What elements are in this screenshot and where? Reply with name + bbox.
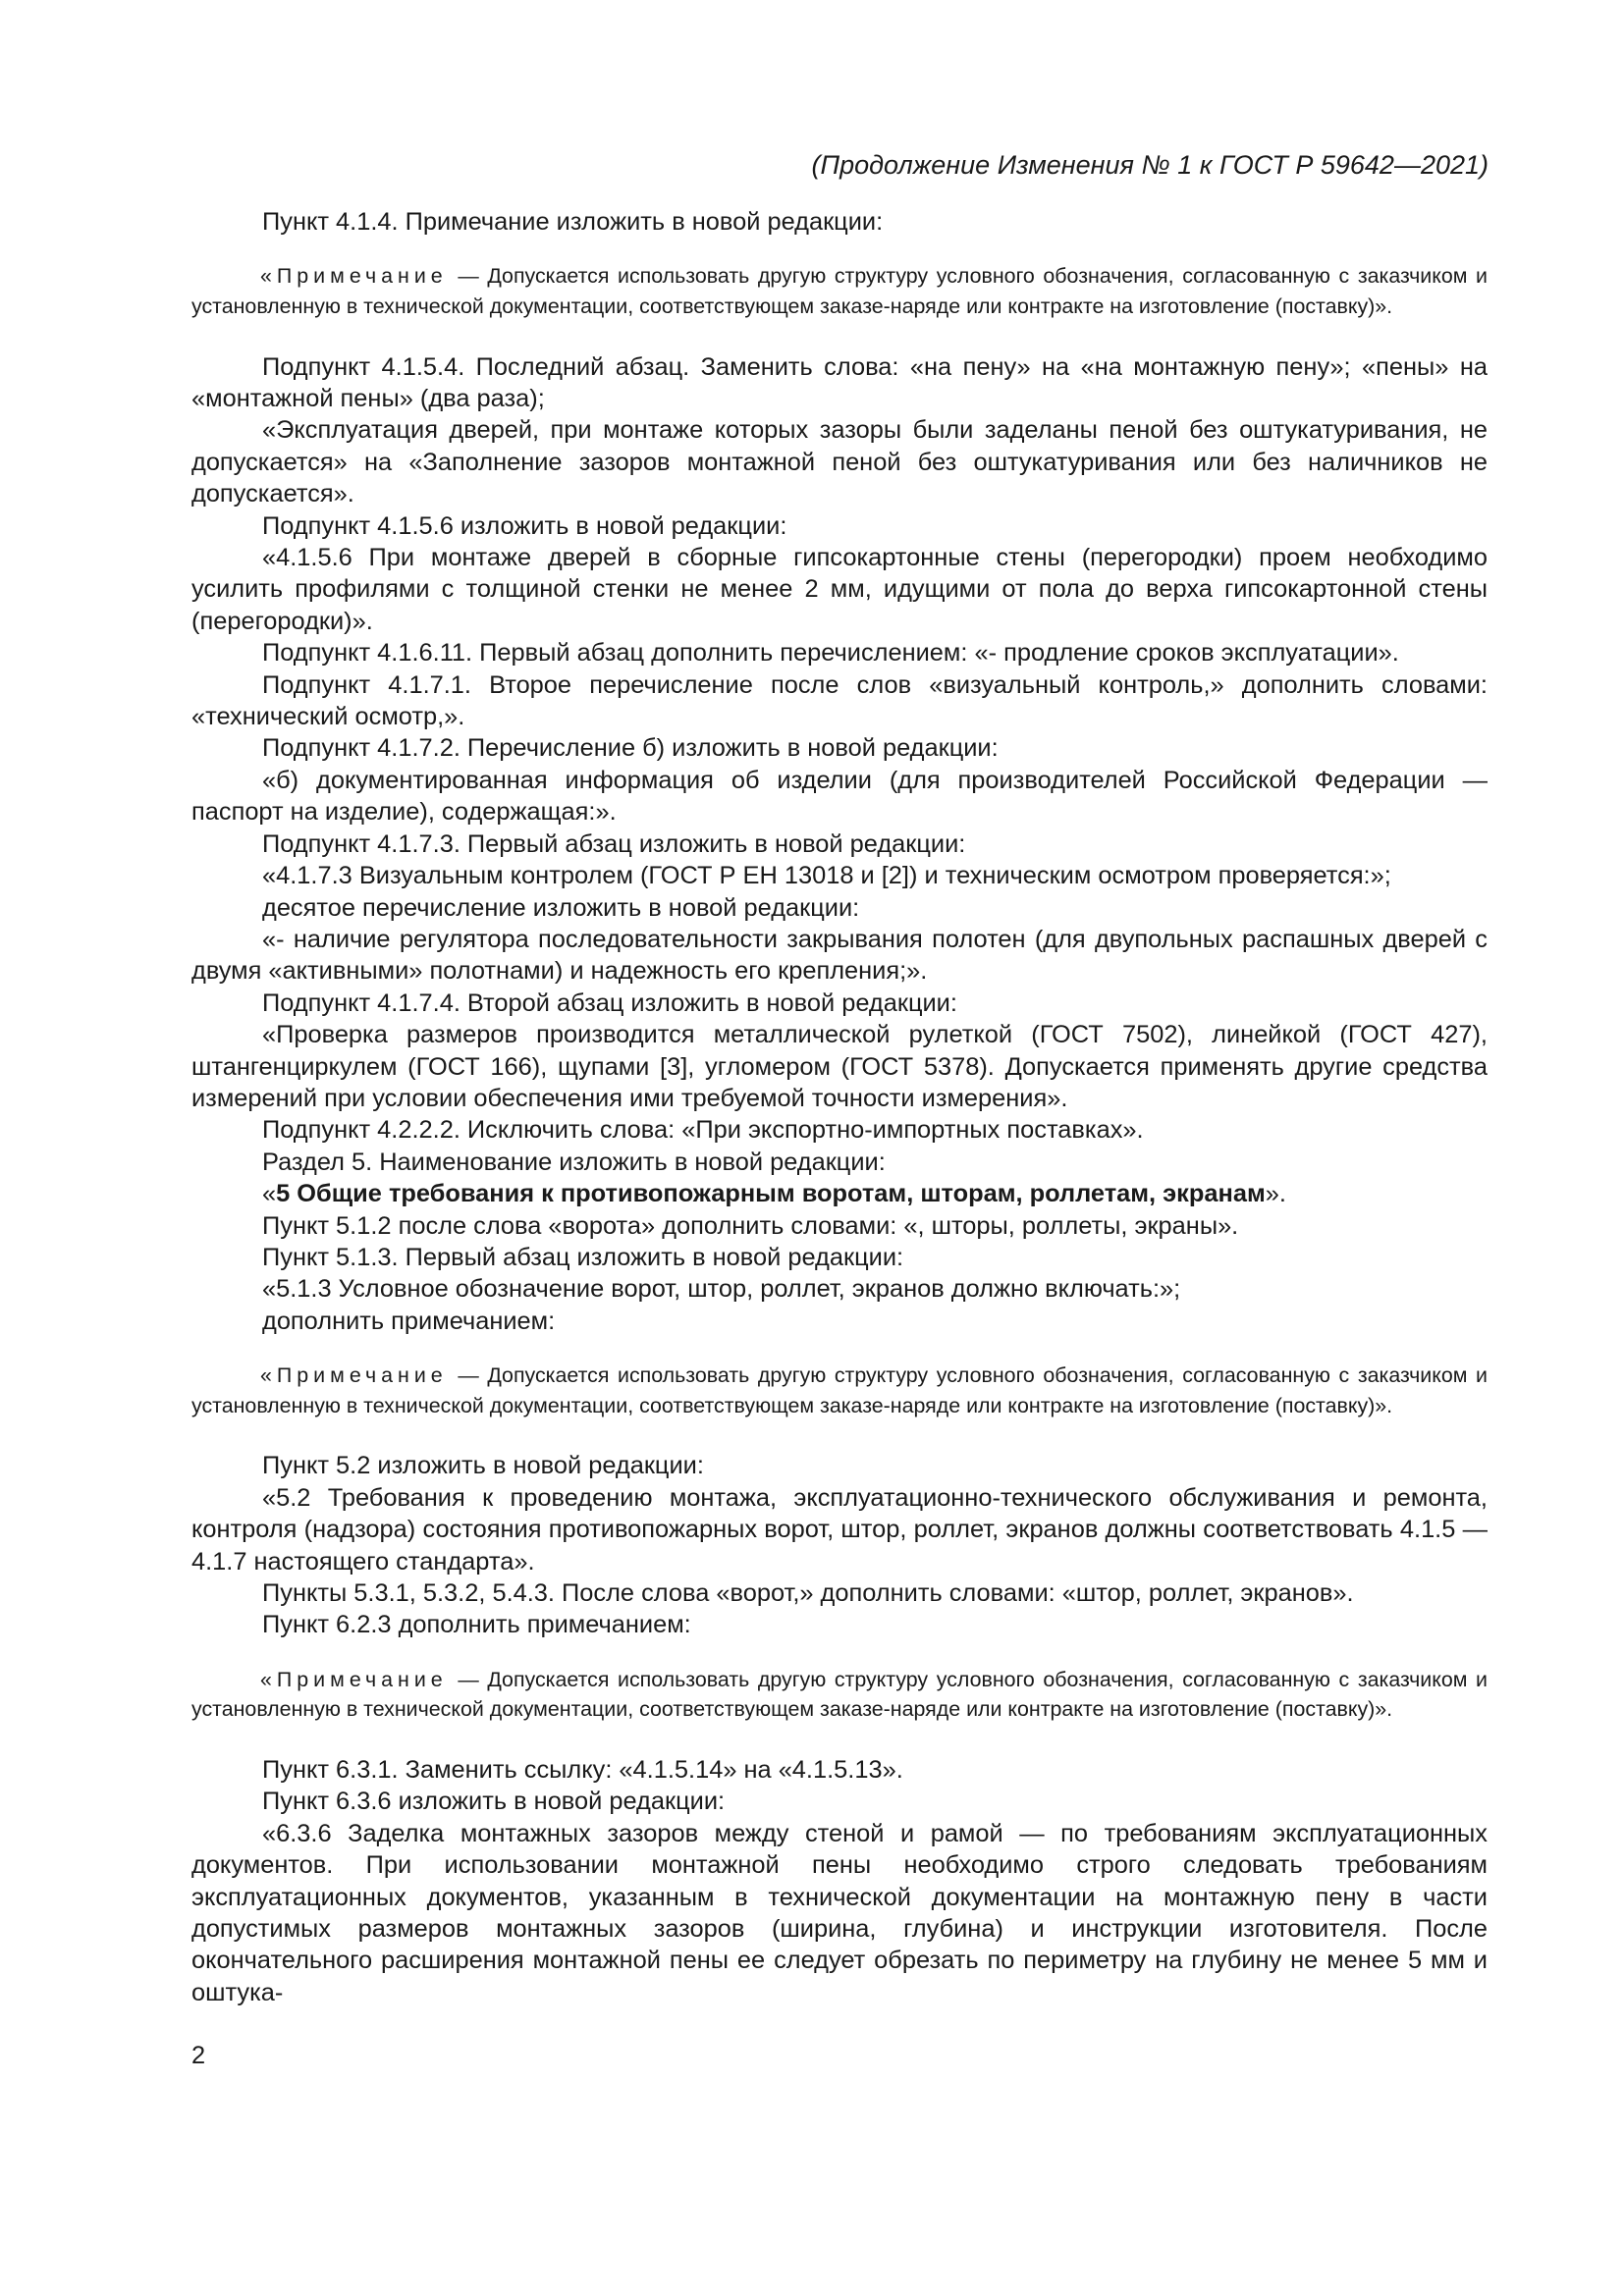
paragraph: «4.1.5.6 При монтаже дверей в сборные гипсокартонные стены (перегородки) проем необходимо усилить профилями с толщиной стенки не менее 2 мм, идущими от пола до верха гипсокартонной стены (перегородки)». — [191, 544, 1488, 635]
paragraph: «Проверка размеров производится металлической рулеткой (ГОСТ 7502), линейкой (ГОСТ 427), штангенциркулем (ГОСТ 166), щупами [3], угломером (ГОСТ 5378). Допускается применять другие средства измерений при условии обеспечения ими требуемой точности измерения». — [191, 1021, 1488, 1112]
paragraph: Подпункт 4.1.7.4. Второй абзац изложить в новой редакции: — [262, 988, 957, 1017]
note-label: «Примечание — [260, 1363, 448, 1388]
note-text: — Допускается использовать другую структуру условного обозначения, согласованную с заказчиком и установленную в технической документации, соответствующем заказе-наряде или контракте на изготовление (поставку)». — [191, 264, 1488, 318]
paragraph: Пункт 5.1.2 после слова «ворота» дополнить словами: «, шторы, роллеты, экраны». — [262, 1211, 1239, 1240]
quote-close: ». — [1265, 1180, 1286, 1208]
paragraph: Подпункт 4.1.5.6 изложить в новой редакции: — [262, 511, 787, 540]
paragraph: «- наличие регулятора последовательности закрывания полотен (для двупольных распашных дверей с двумя «активными» полотнами) и надежность его крепления;». — [191, 925, 1488, 986]
section-title: 5 Общие требования к противопожарным воротам, шторам, роллетам, экранам — [276, 1180, 1266, 1208]
paragraph: Пункт 5.2 изложить в новой редакции: — [262, 1452, 704, 1480]
paragraph: Пункт 6.2.3 дополнить примечанием: — [262, 1611, 691, 1639]
paragraph: Подпункт 4.1.7.2. Перечисление б) изложить в новой редакции: — [262, 734, 999, 763]
paragraph: Подпункт 4.1.5.4. Последний абзац. Заменить слова: «на пену» на «на монтажную пену»; «пены» на «монтажной пены» (два раза); — [191, 352, 1488, 412]
note — [191, 1361, 1488, 1420]
note-text: — Допускается использовать другую структуру условного обозначения, согласованную с заказчиком и установленную в технической документации, соответствующем заказе-наряде или контракте на изготовление (поставку)». — [191, 1363, 1488, 1417]
note-label: «Примечание — [260, 1667, 448, 1691]
note — [191, 1665, 1488, 1725]
paragraph: Подпункт 4.2.2.2. Исключить слова: «При экспортно-импортных поставках». — [262, 1116, 1144, 1145]
paragraph: Подпункт 4.1.6.11. Первый абзац дополнить перечислением: «- продление сроков эксплуатации». — [262, 639, 1399, 667]
paragraph: «6.3.6 Заделка монтажных зазоров между стеной и рамой — по требованиям эксплуатационных документов. При использовании монтажной пены необходимо строго следовать требованиям эксплуатационных документов, указанным в технической документации на монтажную пену в части допустимых размеров монтажных зазоров (ширина, глубина) и инструкции изготовителя. После окончательного расширения монтажной пены ее следует обрезать по периметру на глубину не менее 5 мм и оштука- — [191, 1819, 1488, 2006]
paragraph: десятое перечисление изложить в новой редакции: — [262, 893, 860, 922]
paragraph: Пункт 6.3.6 изложить в новой редакции: — [262, 1788, 726, 1816]
paragraph: Пункт 6.3.1. Заменить ссылку: «4.1.5.14» на «4.1.5.13». — [262, 1756, 903, 1784]
paragraph: дополнить примечанием: — [262, 1307, 556, 1335]
section-title-paragraph — [191, 1178, 1488, 1209]
note-label: «Примечание — [260, 264, 448, 289]
paragraph: «4.1.7.3 Визуальным контролем (ГОСТ Р ЕН 13018 и [2]) и техническим осмотром проверяется:»; — [262, 862, 1391, 890]
paragraph: «5.1.3 Условное обозначение ворот, штор, роллет, экранов должно включать:»; — [262, 1275, 1181, 1304]
note — [191, 261, 1488, 321]
page-number: 2 — [191, 2042, 206, 2069]
paragraph: Пункт 5.1.3. Первый абзац изложить в новой редакции: — [262, 1243, 904, 1271]
paragraph: Пункт 4.1.4. Примечание изложить в новой редакции: — [262, 208, 884, 236]
paragraph: «б) документированная информация об изделии (для производителей Российской Федерации — паспорт на изделие), содержащая:». — [191, 766, 1488, 827]
quote-open: « — [262, 1180, 277, 1208]
paragraph: Подпункт 4.1.7.3. Первый абзац изложить в новой редакции: — [262, 829, 966, 858]
paragraph: Раздел 5. Наименование изложить в новой редакции: — [262, 1148, 886, 1176]
paragraph: Пункты 5.3.1, 5.3.2, 5.4.3. После слова «ворот,» дополнить словами: «штор, роллет, экранов». — [262, 1579, 1354, 1607]
paragraph: «5.2 Требования к проведению монтажа, эксплуатационно-технического обслуживания и ремонта, контроля (надзора) состояния противопожарных ворот, штор, роллет, экранов должны соответствовать 4.1.5 — 4.1.7 настоящего стандарта». — [191, 1483, 1488, 1575]
paragraph: «Эксплуатация дверей, при монтаже которых зазоры были заделаны пеной без оштукатуривания, не допускается» на «Заполнение зазоров монтажной пеной без оштукатуривания или без наличников не допускается». — [191, 416, 1488, 508]
note-text: — Допускается использовать другую структуру условного обозначения, согласованную с заказчиком и установленную в технической документации, соответствующем заказе-наряде или контракте на изготовление (поставку)». — [191, 1667, 1488, 1722]
paragraph: Подпункт 4.1.7.1. Второе перечисление после слов «визуальный контроль,» дополнить словами: «технический осмотр,». — [191, 670, 1488, 731]
document-body — [191, 206, 1488, 2008]
running-header: (Продолжение Изменения № 1 к ГОСТ Р 59642—2021) — [811, 150, 1489, 180]
